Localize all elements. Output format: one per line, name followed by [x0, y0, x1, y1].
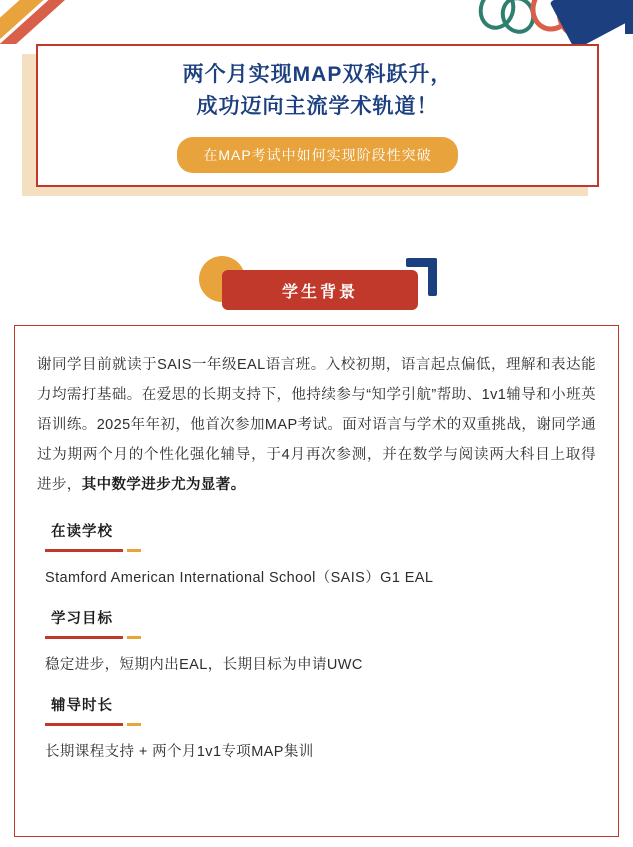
field-school-value: Stamford American International School（SAIS）G1 EAL: [45, 570, 434, 586]
hero-title-line-1: 两个月实现MAP双科跃升，: [182, 62, 453, 86]
field-duration-head: [45, 694, 119, 721]
field-duration: [37, 694, 596, 761]
field-duration-value: 长期课程支持 + 两个月1v1专项MAP集训: [45, 744, 314, 760]
section-tag: [0, 250, 633, 320]
hero-banner: [0, 40, 633, 200]
underline-orange-segment: [127, 549, 141, 552]
scissors-ring-icon: [523, 0, 584, 39]
intro-highlight: 其中数学进步尤为显著。: [81, 477, 246, 493]
scissors-ring-icon: [496, 0, 541, 39]
tag-bar: [222, 270, 418, 310]
red-ribbon-shape: [0, 0, 70, 44]
hero-title-line-2: 成功迈向主流学术轨道！: [196, 94, 439, 118]
field-duration-underline: [45, 723, 163, 726]
field-school-label: 在读学校: [51, 524, 113, 540]
orange-ribbon-shape: [0, 0, 66, 44]
underline-orange-segment: [127, 636, 141, 639]
field-goal: [37, 607, 596, 674]
scissors-ring-icon: [473, 0, 520, 35]
field-goal-value: 稳定进步，短期内出EAL，长期目标为申请UWC: [45, 657, 363, 673]
field-school-underline: [45, 549, 163, 552]
navy-edge-strip: [625, 0, 633, 34]
field-duration-label: 辅导时长: [51, 698, 113, 714]
intro-text: 谢同学目前就读于SAIS一年级EAL语言班。入校初期，语言起点偏低，理解和表达能力均需打基础。在爱思的长期支持下，他持续参与“知学引航”帮助、1v1辅导和小班英语训练。2025年年初，他首次参加MAP考试。面对语言与学术的双重挑战，谢同学通过为期两个月的个性化强化辅导，于4月再次参测，并在数学与阅读两大科目上取得进步，: [37, 357, 596, 493]
field-goal-head: [45, 607, 119, 634]
student-background-card: [14, 325, 619, 837]
underline-red-segment: [45, 549, 123, 552]
intro-paragraph: [37, 350, 596, 500]
underline-red-segment: [45, 636, 123, 639]
field-school: [37, 520, 596, 587]
underline-orange-segment: [127, 723, 141, 726]
scissors-ring-icon: [553, 0, 602, 42]
field-goal-underline: [45, 636, 163, 639]
bracket-vertical: [428, 258, 437, 296]
field-goal-label: 学习目标: [51, 611, 113, 627]
field-school-head: [45, 520, 119, 547]
underline-red-segment: [45, 723, 123, 726]
decoration-top-left: [0, 0, 70, 44]
pencil-icon: [582, 0, 605, 37]
section-tag-label: 学生背景: [281, 283, 358, 301]
hero-box: [36, 44, 599, 187]
hero-subtitle-pill: 在MAP考试中如何实现阶段性突破: [177, 137, 457, 173]
corner-bracket-icon: [406, 258, 440, 296]
